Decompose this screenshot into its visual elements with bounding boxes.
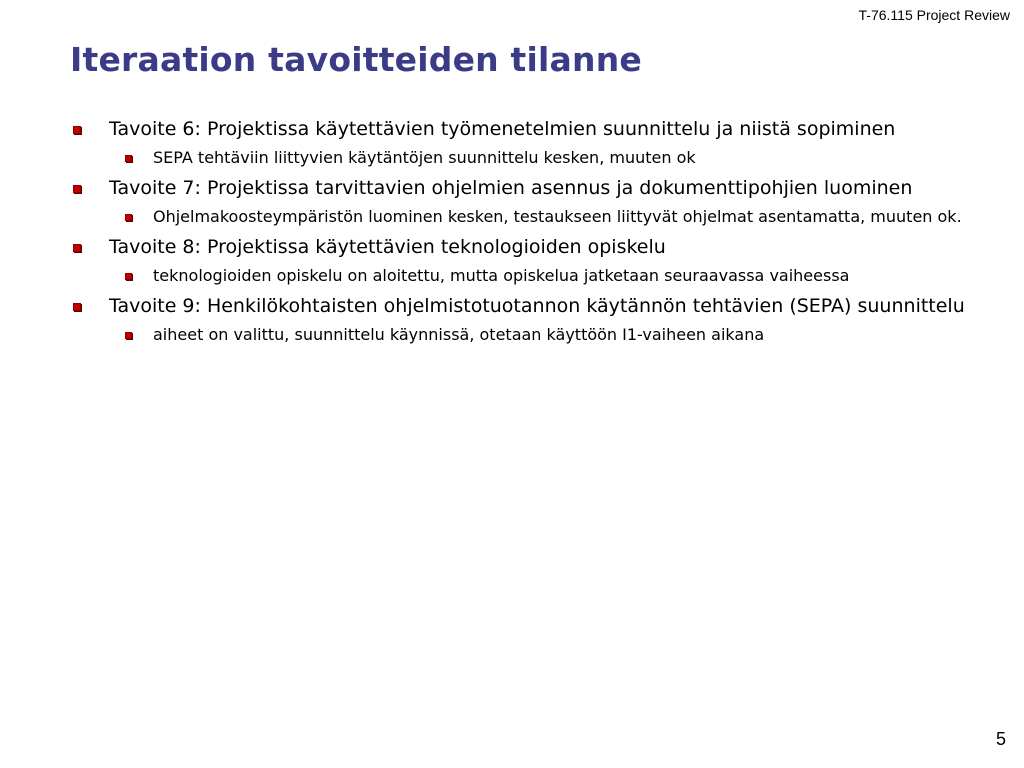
sub-item <box>109 205 972 228</box>
goal-sub-list <box>109 323 972 346</box>
goal-list <box>72 116 972 352</box>
page-number: 5 <box>995 729 1006 749</box>
slide-title: Iteraation tavoitteiden tilanne <box>70 40 642 79</box>
goal-sub-list <box>109 205 972 228</box>
sub-item <box>109 146 972 169</box>
goal-text: Tavoite 6: Projektissa käytettävien työmenetelmien suunnittelu ja niistä sopiminen <box>109 118 896 140</box>
sub-text: teknologioiden opiskelu on aloitettu, mutta opiskelua jatketaan seuraavassa vaiheessa <box>153 266 850 285</box>
sub-text: SEPA tehtäviin liittyvien käytäntöjen suunnittelu kesken, muuten ok <box>153 148 696 167</box>
square-bullet-icon <box>125 155 132 162</box>
square-bullet-icon <box>73 126 81 134</box>
square-bullet-icon <box>125 214 132 221</box>
goal-item <box>72 175 972 228</box>
square-bullet-icon <box>73 303 81 311</box>
square-bullet-icon <box>125 332 132 339</box>
square-bullet-icon <box>73 185 81 193</box>
goal-text: Tavoite 9: Henkilökohtaisten ohjelmistotuotannon käytännön tehtävien (SEPA) suunnittelu <box>109 295 965 317</box>
goal-item <box>72 293 972 346</box>
goal-item <box>72 234 972 287</box>
goal-item <box>72 116 972 169</box>
sub-text: aiheet on valittu, suunnittelu käynnissä, otetaan käyttöön I1-vaiheen aikana <box>153 325 765 344</box>
goal-sub-list <box>109 264 972 287</box>
sub-item <box>109 323 972 346</box>
sub-item <box>109 264 972 287</box>
sub-text: Ohjelmakoosteympäristön luominen kesken, testaukseen liittyvät ohjelmat asentamatta, muuten ok. <box>153 207 962 226</box>
goal-text: Tavoite 7: Projektissa tarvittavien ohjelmien asennus ja dokumenttipohjien luominen <box>109 177 913 199</box>
square-bullet-icon <box>73 244 81 252</box>
goal-text: Tavoite 8: Projektissa käytettävien teknologioiden opiskelu <box>109 236 666 258</box>
square-bullet-icon <box>125 273 132 280</box>
goal-sub-list <box>109 146 972 169</box>
header-label: T-76.115 Project Review <box>858 7 1010 23</box>
